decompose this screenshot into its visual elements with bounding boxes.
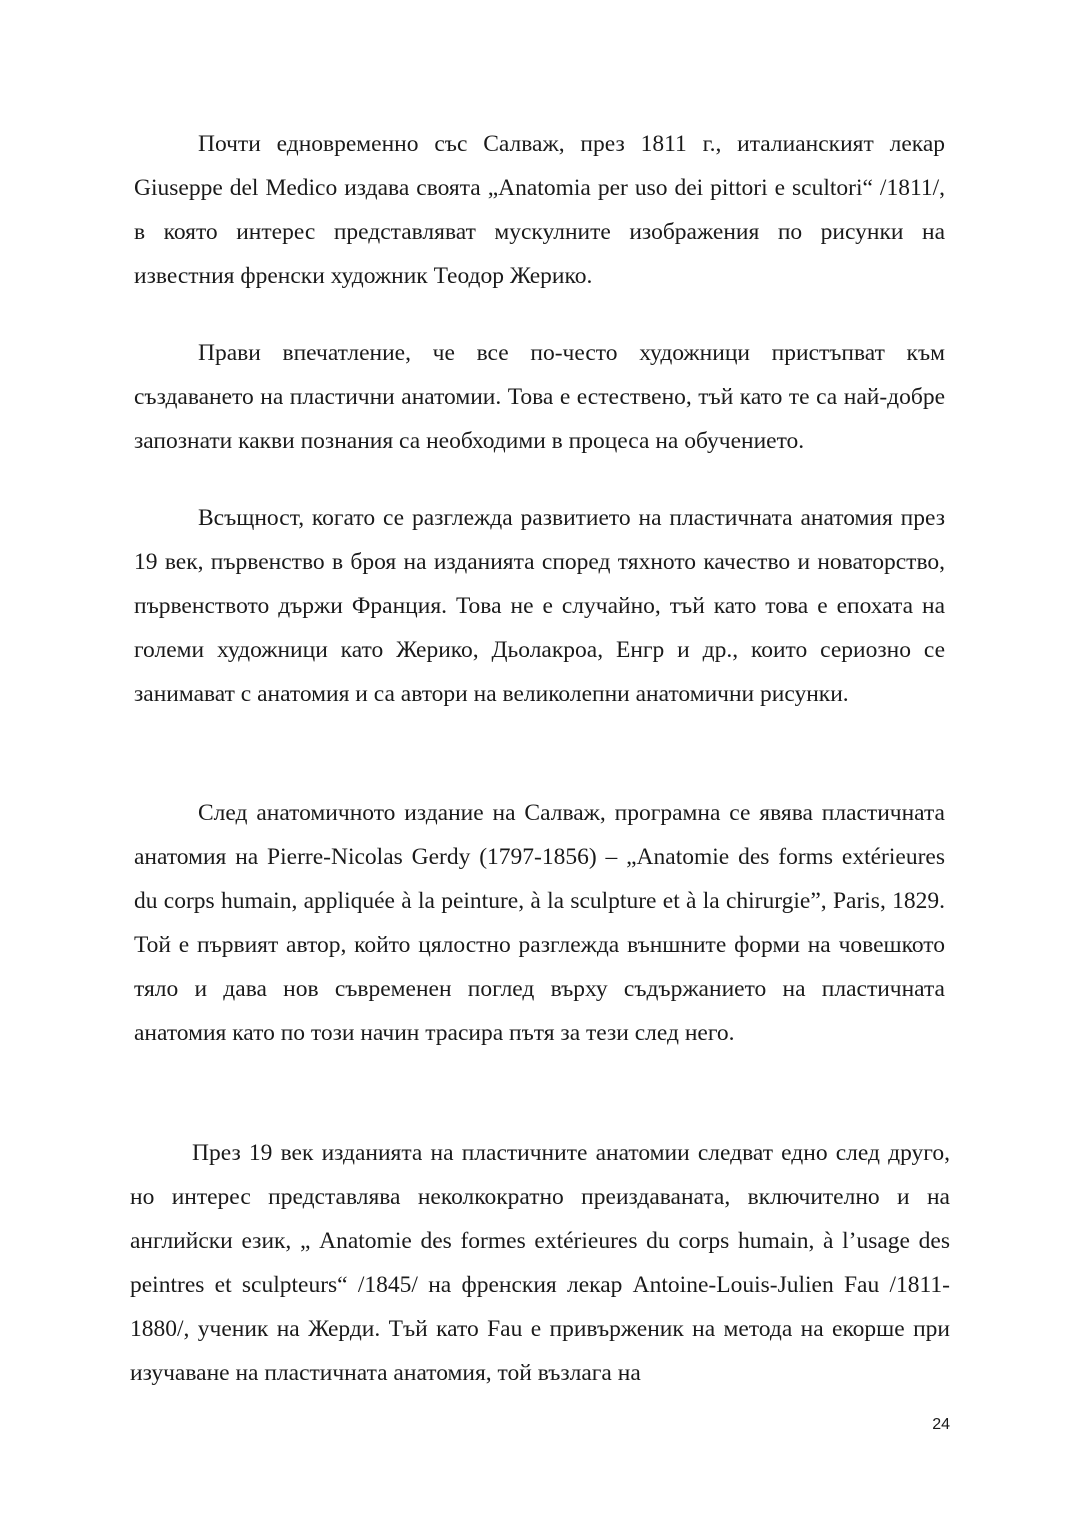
paragraph-2: Прави впечатление, че все по-често художници пристъпват към създаването на пластични анатомии. Това е естествено, тъй като те са най-добре запознати какви познания са необходими в процеса на обучението.	[134, 340, 945, 454]
paragraph-5: През 19 век изданията на пластичните анатомии следват едно след друго, но интерес представлява неколкократно преиздаваната, включително и на английски език, „ Anatomie des formes extérieures du corps humain, à l’usage des peintres et sculpteurs“ /1845/ на френския лекар Antoine-Louis-Julien Fau /1811-1880/, ученик на Жерди. Тъй като Fau е привърженик на метода на екорше при изучаване на пластичната анатомия, той възлага на	[130, 1140, 950, 1386]
page-number: 24	[932, 1416, 950, 1433]
paragraph-4: След анатомичното издание на Салваж, програмна се явява пластичната анатомия на Pierre-Nicolas Gerdy (1797-1856) – „Anatomie des forms extérieures du corps humain, appliquée à la peinture, à la sculpture et à la chirurgie”, Paris, 1829. Той е първият автор, който цялостно разглежда външните форми на човешкото тяло и дава нов съвременен поглед върху съдържанието на пластичната анатомия като по този начин трасира пътя за тези след него.	[134, 800, 945, 1046]
paragraph-1: Почти едновременно със Салваж, през 1811 г., италианският лекар Giuseppe del Medico издава своята „Anatomia per uso dei pittori e scultori“ /1811/, в която интерес представляват мускулните изображения по рисунки на известния френски художник Теодор Жерико.	[134, 131, 945, 289]
paragraph-3: Всъщност, когато се разглежда развитието на пластичната анатомия през 19 век, първенство в броя на изданията според тяхното качество и новаторство, първенството държи Франция. Това не е случайно, тъй като това е епохата на големи художници като Жерико, Дьолакроа, Енгр и др., които сериозно се занимават с анатомия и са автори на великолепни анатомични рисунки.	[134, 505, 945, 707]
